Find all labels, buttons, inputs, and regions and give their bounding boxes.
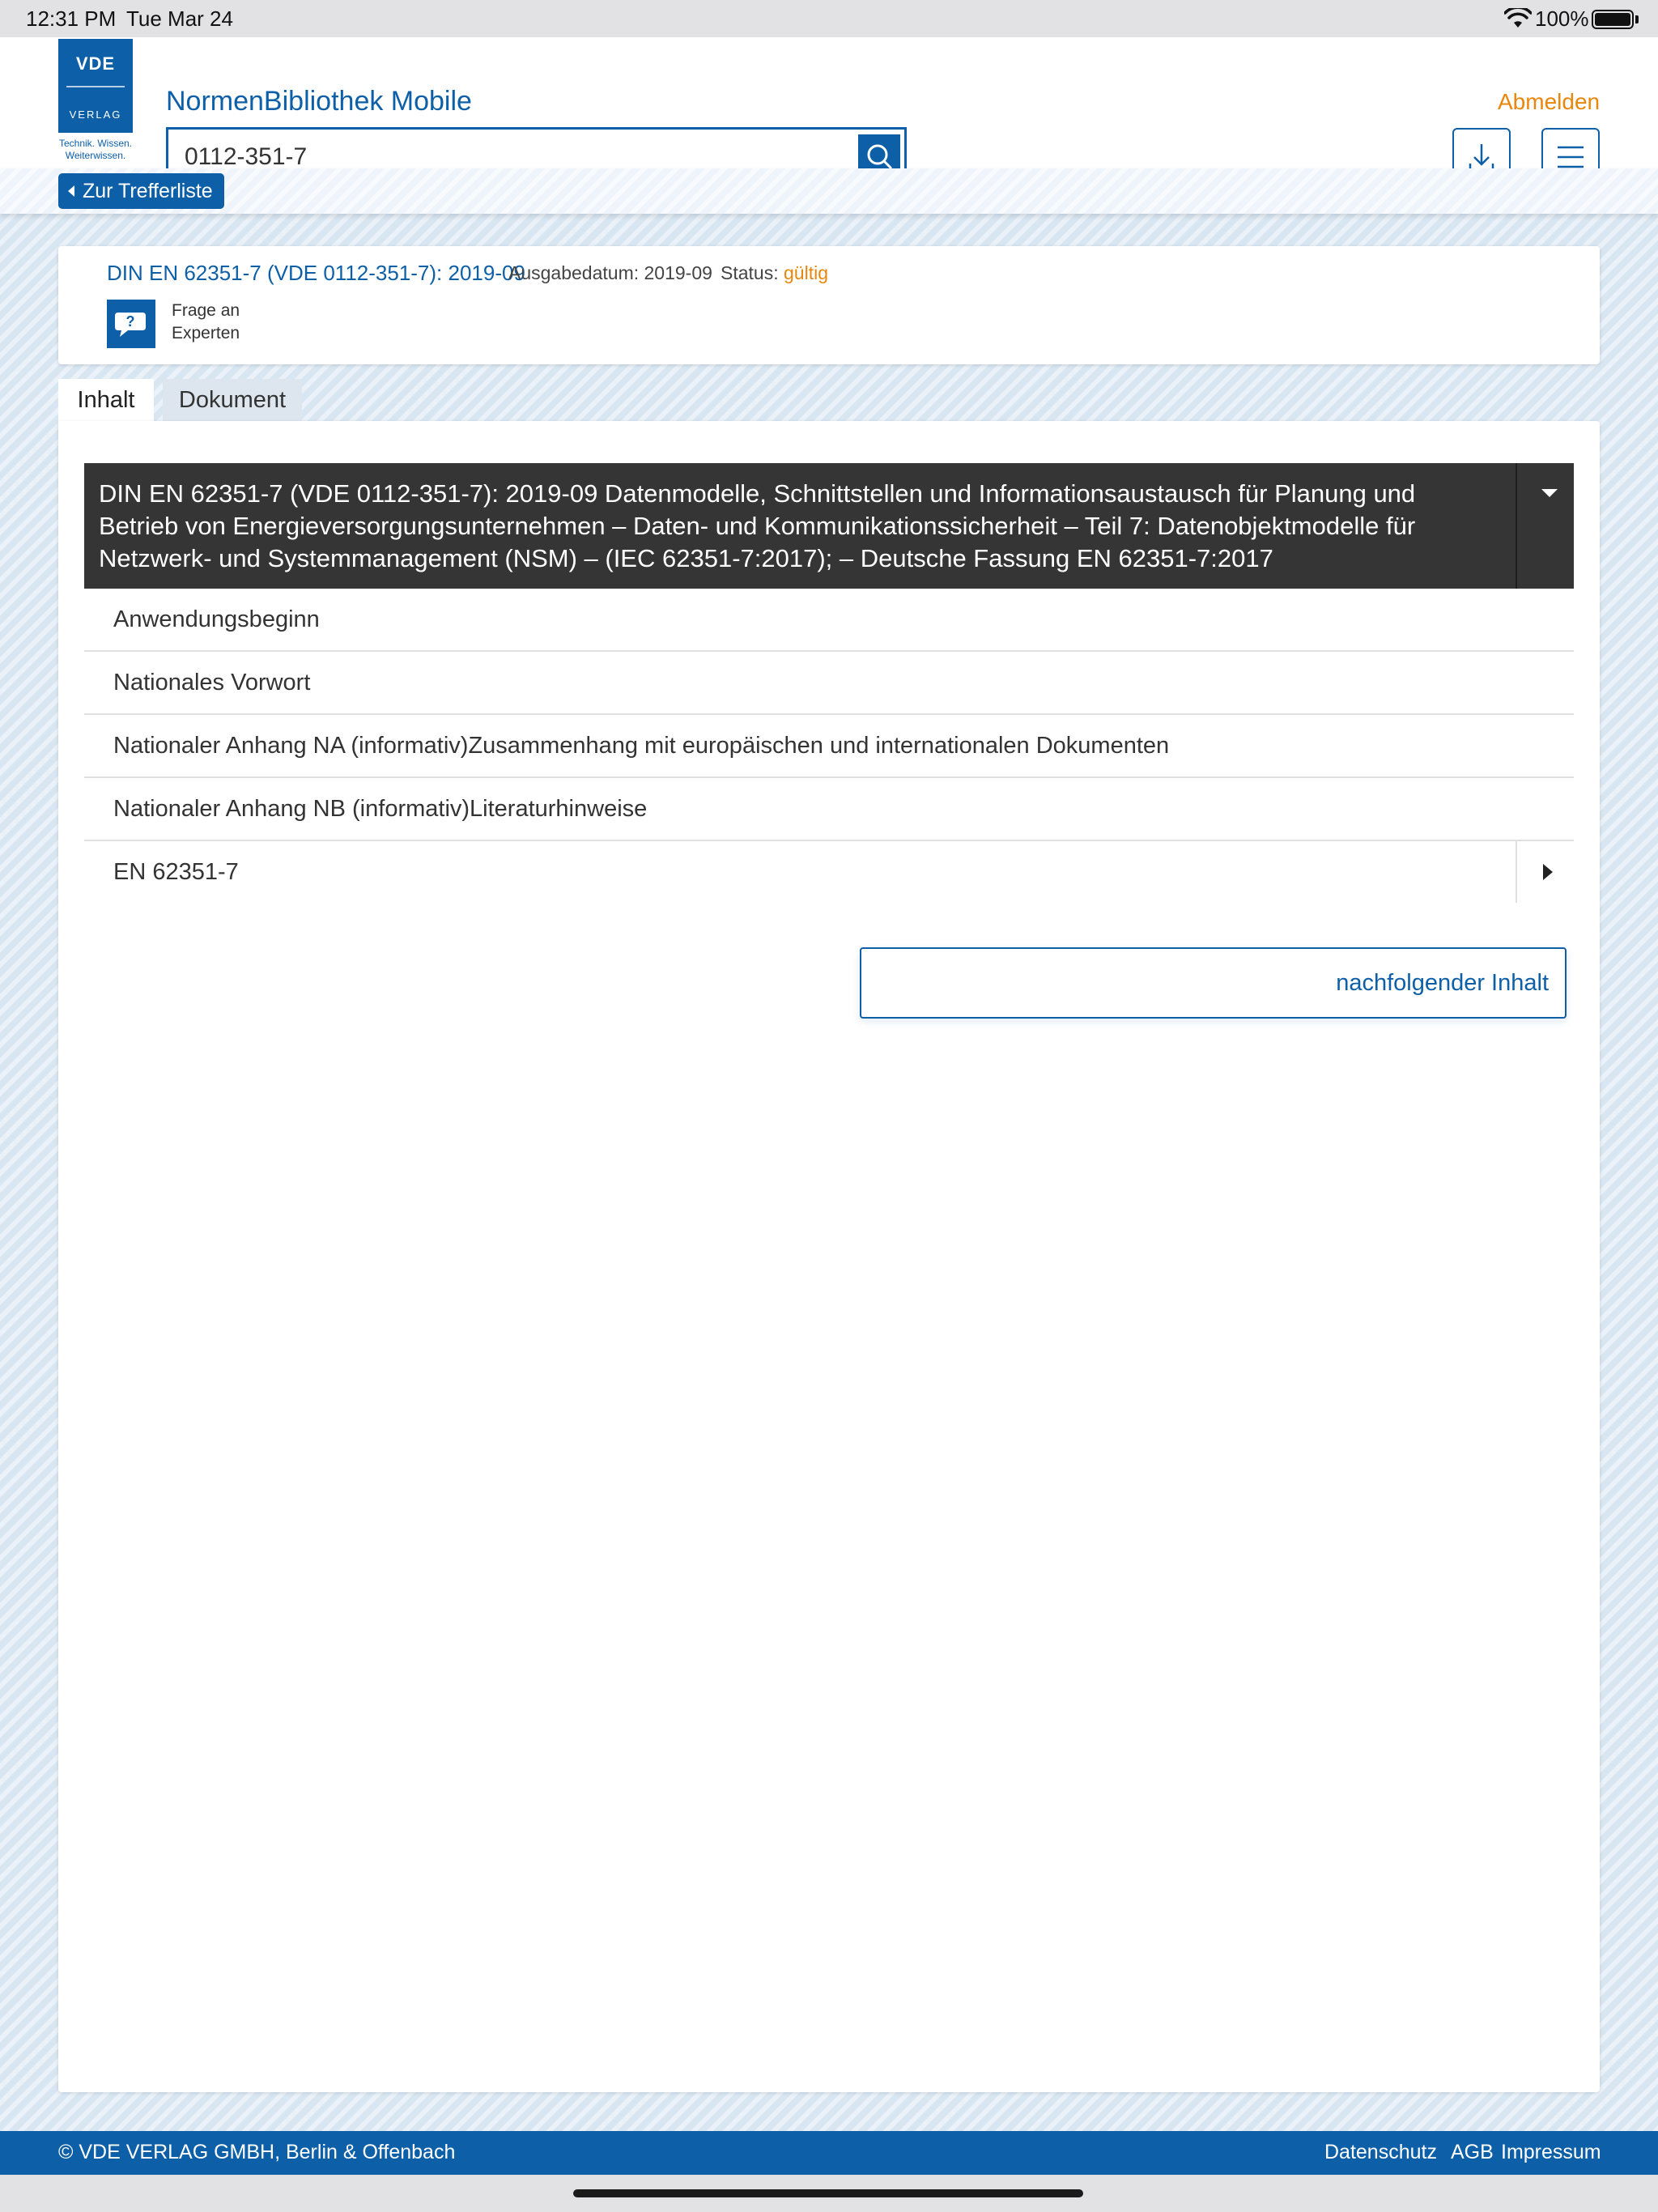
footer (0, 2131, 1658, 2175)
vde-logo[interactable] (58, 39, 133, 133)
logo-divider (66, 86, 125, 87)
content-panel (58, 421, 1600, 2092)
battery-icon (1592, 10, 1634, 29)
back-to-results-button[interactable] (58, 173, 224, 209)
toc-heading[interactable] (84, 463, 1574, 589)
toc-item[interactable] (84, 652, 1574, 715)
footer-link-impressum[interactable]: Impressum (1501, 2141, 1601, 2163)
next-content-button[interactable]: nachfolgender Inhalt (860, 947, 1567, 1019)
status-time: 12:31 PM (26, 6, 117, 31)
toc-item-label: Nationaler Anhang NA (informativ)Zusammenhang mit europäischen und internationalen Dokumenten (113, 733, 1170, 759)
status-value: gültig (784, 262, 828, 283)
copyright-text: © VDE VERLAG GMBH, Berlin & Offenbach (58, 2141, 456, 2163)
caret-left-icon (68, 185, 74, 197)
logo-vde-text: VDE (75, 53, 116, 74)
toc-item-divider (1516, 841, 1517, 903)
document-id: DIN EN 62351-7 (VDE 0112-351-7): 2019-09 (107, 261, 525, 285)
status-date: Tue Mar 24 (126, 6, 233, 31)
toc-item-label: Anwendungsbeginn (113, 606, 320, 632)
caret-down-icon[interactable] (1541, 489, 1558, 497)
battery-tip (1635, 15, 1639, 23)
back-button-label: Zur Trefferliste (83, 180, 213, 202)
app-title: NormenBibliothek Mobile (166, 86, 472, 117)
home-indicator[interactable] (573, 2189, 1083, 2197)
tab-inhalt[interactable]: Inhalt (58, 379, 154, 421)
toc-item-label: EN 62351-7 (113, 859, 239, 885)
svg-text:?: ? (125, 313, 135, 330)
logo-verlag-text: VERLAG (69, 108, 122, 121)
toc-item-label: Nationaler Anhang NB (informativ)Literaturhinweise (113, 796, 648, 822)
toc-heading-text: DIN EN 62351-7 (VDE 0112-351-7): 2019-09 Datenmodelle, Schnittstellen und Informationsaustausch für Planung und Betrieb von Energieversorgungsunternehmen – Daten- und Kommunikationssicherheit – Teil 7: Datenobjektmodelle für Netzwerk- und Systemmanagement (NSM) – (IEC 62351-7:2017); – Deutsche Fassung EN 62351-7:2017 (99, 479, 1416, 572)
toc-heading-divider (1516, 463, 1517, 589)
tab-dokument[interactable]: Dokument (163, 379, 302, 421)
app-header (0, 37, 1658, 168)
sub-toolbar (0, 168, 1658, 214)
ask-expert-label[interactable]: Frage an Experten (172, 301, 240, 342)
speech-bubble-question-icon (107, 300, 155, 348)
caret-right-icon[interactable] (1543, 864, 1553, 880)
status-bar (0, 0, 1658, 37)
wifi-icon (1504, 8, 1532, 29)
document-status (721, 262, 828, 284)
document-info-card (58, 246, 1600, 364)
logo-tagline: Technik. Wissen. Weiterwissen. (58, 138, 133, 161)
toc-item[interactable] (84, 841, 1574, 904)
issue-date: Ausgabedatum: 2019-09 (508, 262, 712, 283)
toc-item-label: Nationales Vorwort (113, 670, 311, 696)
status-label: Status: (721, 262, 779, 283)
logout-link[interactable]: Abmelden (1498, 89, 1601, 114)
toc-item[interactable] (84, 589, 1574, 652)
toc-item[interactable] (84, 715, 1574, 778)
footer-link-datenschutz[interactable]: Datenschutz (1324, 2141, 1437, 2163)
battery-percent: 100% (1535, 6, 1589, 31)
footer-link-agb[interactable]: AGB (1451, 2141, 1494, 2163)
ask-expert-button[interactable] (107, 300, 155, 348)
toc-item[interactable] (84, 778, 1574, 841)
